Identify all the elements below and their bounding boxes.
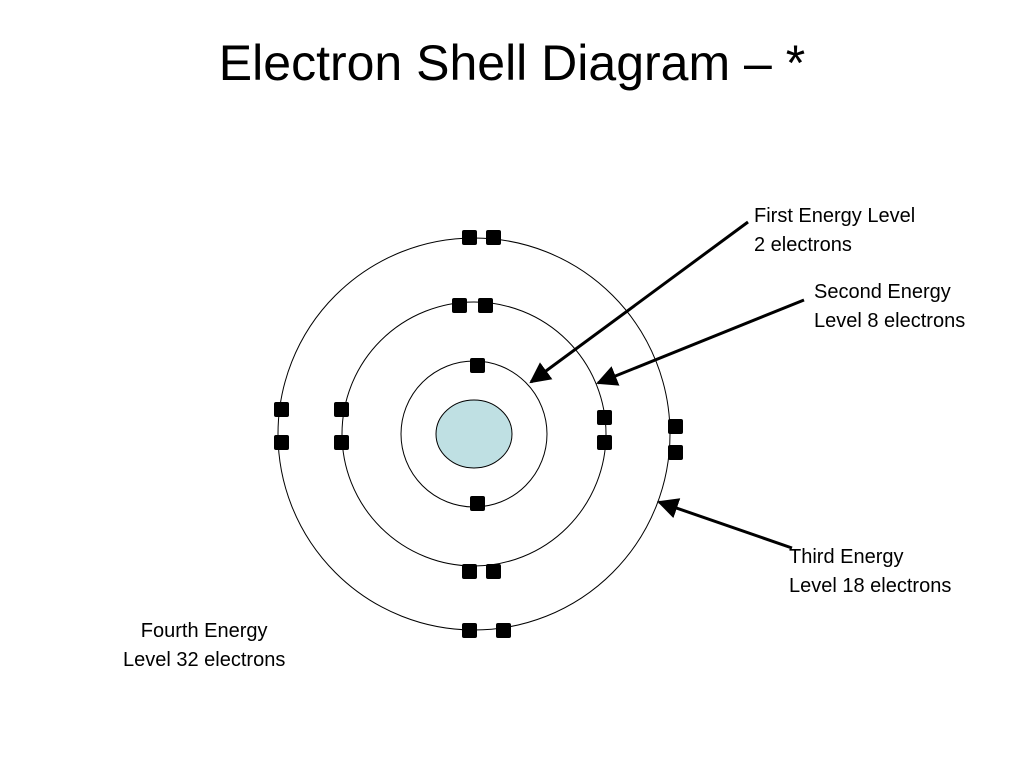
label-line: Level 18 electrons [789,575,952,597]
electron [486,564,501,579]
arrow-second [598,300,804,383]
label-first-energy-level [754,202,915,260]
electron [496,623,511,638]
label-line: Fourth Energy [140,620,268,642]
electron [478,298,493,313]
electron [597,435,612,450]
electron [668,445,683,460]
electron [462,623,477,638]
label-line: Level 8 electrons [814,310,966,332]
label-line: First Energy Level [754,205,916,227]
slide-title: Electron Shell Diagram – * [218,35,806,91]
electron [486,230,501,245]
label-line: Second Energy [814,281,951,303]
label-second-energy-level [814,278,965,336]
electron [597,410,612,425]
electron [462,230,477,245]
electron [452,298,467,313]
nucleus [436,400,512,468]
electron [462,564,477,579]
label-third-energy-level [789,543,951,601]
electron [274,402,289,417]
label-fourth-energy-level [123,617,285,675]
electron [334,435,349,450]
electron [274,435,289,450]
label-line: 2 electrons [754,234,852,256]
electron [334,402,349,417]
electron [470,496,485,511]
arrow-third [659,502,792,548]
electron [668,419,683,434]
label-line: Third Energy [789,546,904,568]
label-line: Level 32 electrons [123,649,286,671]
electron [470,358,485,373]
arrow-first [531,222,748,382]
